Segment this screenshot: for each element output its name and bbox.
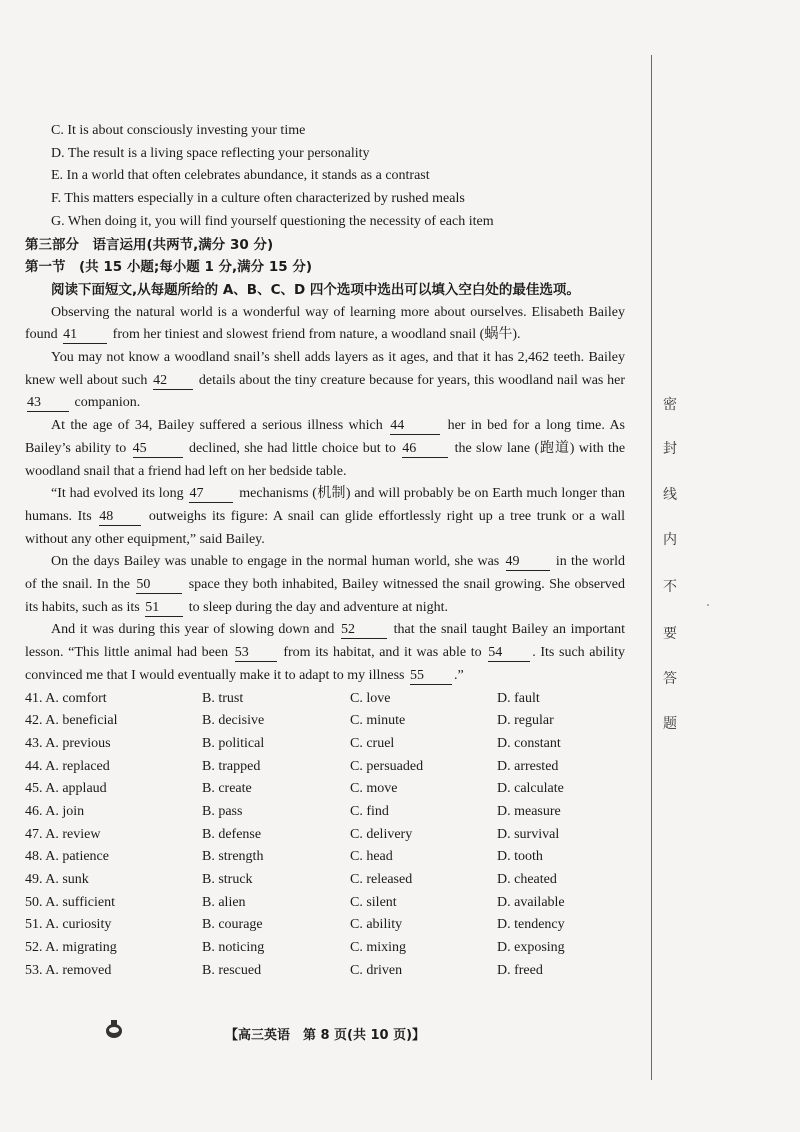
- choice-c: C. ability: [350, 917, 403, 933]
- choice-c: C. driven: [350, 962, 403, 978]
- option-f: F. This matters especially in a culture often characterized by rushed meals: [51, 191, 465, 207]
- choice-a: 52. A. migrating: [25, 940, 117, 956]
- option-g: G. When doing it, you will find yourself questioning the necessity of each item: [51, 213, 494, 229]
- blank-50: 50: [136, 576, 182, 594]
- choice-c: C. mixing: [350, 940, 407, 956]
- choice-c: C. cruel: [350, 735, 395, 751]
- page-footer: 【高三英语 第 8 页(共 10 页)】: [224, 1028, 426, 1043]
- passage-text: to sleep during the day and adventure at night.: [188, 599, 449, 615]
- choice-b: B. strength: [202, 849, 264, 865]
- passage-text: mechanisms (机制) and will probably be on Earth much longer than humans. Its: [25, 486, 626, 524]
- choice-c: C. minute: [350, 713, 406, 729]
- choice-a: 51. A. curiosity: [25, 917, 112, 933]
- seal-char: 不: [663, 579, 677, 595]
- choice-d: D. survival: [497, 826, 560, 842]
- seal-char: 要: [663, 626, 677, 642]
- passage-paragraph-3: [25, 415, 625, 483]
- choice-c: C. silent: [350, 894, 397, 910]
- passage-text: Observing the natural world is a wonderful way of learning more about ourselves. Elisabeth Bailey found: [25, 304, 625, 343]
- passage-text: that the snail taught Bailey an important lesson. “This little animal had been: [25, 622, 626, 661]
- blank-43: 43: [27, 394, 69, 412]
- choice-d: D. tendency: [497, 917, 565, 933]
- passage-text: the slow lane (跑道) with the woodland snail that a friend had left on her bedside table.: [25, 440, 626, 479]
- passage-text: from its habitat, and it was able to: [283, 645, 482, 661]
- choice-d: D. freed: [497, 962, 543, 978]
- section1-title: 第一节 (共 15 小题;每小题 1 分,满分 15 分): [25, 259, 313, 276]
- passage-text: outweighs its figure: A snail can glide effortlessly right up a tree trunk or a wall without any other equipment,” said Bailey.: [25, 508, 626, 547]
- choice-c: C. move: [350, 781, 398, 797]
- passage-text: companion.: [74, 395, 141, 411]
- choice-b: B. trust: [202, 690, 244, 706]
- seal-char: 密: [663, 397, 677, 413]
- scan-speck: [707, 604, 709, 606]
- choice-d: D. cheated: [497, 872, 557, 888]
- blank-48: 48: [99, 508, 141, 526]
- question-row: [25, 688, 625, 711]
- page-content: [25, 120, 625, 983]
- passage-text: At the age of 34, Bailey suffered a serious illness which: [51, 418, 383, 434]
- choice-c: C. love: [350, 690, 391, 706]
- passage-text: You may not know a woodland snail’s shell adds layers as it ages, and that it has 2,462 teeth. Bailey knew well about such: [25, 350, 625, 388]
- blank-46: 46: [402, 440, 448, 458]
- question-row: [25, 824, 625, 847]
- blank-47: 47: [189, 485, 233, 503]
- question-row: [25, 960, 625, 983]
- choice-a: 45. A. applaud: [25, 781, 107, 797]
- passage-text: space they both inhabited, Bailey witnessed the snail growing. She observed its habits, such as its: [25, 577, 626, 615]
- choice-b: B. pass: [202, 804, 243, 820]
- choice-c: C. find: [350, 804, 389, 820]
- choice-b: B. defense: [202, 826, 262, 842]
- passage-text: her in bed for a long time. As Bailey’s ability to: [25, 418, 626, 456]
- blank-49: 49: [506, 553, 550, 571]
- choice-b: B. rescued: [202, 962, 262, 978]
- blank-55: 55: [410, 667, 452, 685]
- choice-a: 48. A. patience: [25, 849, 109, 865]
- choice-c: C. head: [350, 849, 393, 865]
- choice-a: 49. A. sunk: [25, 872, 89, 888]
- passage-paragraph-1: [25, 302, 625, 347]
- seal-char: 内: [663, 532, 677, 548]
- choice-d: D. constant: [497, 735, 561, 751]
- blank-45: 45: [133, 440, 183, 458]
- choice-b: B. struck: [202, 872, 253, 888]
- question-row: [25, 914, 625, 937]
- choice-d: D. measure: [497, 804, 561, 820]
- blank-53: 53: [235, 644, 277, 662]
- option-e: E. In a world that often celebrates abundance, it stands as a contrast: [51, 168, 430, 184]
- question-row: [25, 710, 625, 733]
- question-row: [25, 869, 625, 892]
- choice-b: B. noticing: [202, 940, 265, 956]
- passage-paragraph-4: [25, 483, 625, 551]
- choice-d: D. calculate: [497, 781, 564, 797]
- flask-logo-icon: [103, 1018, 125, 1040]
- passage-text: from her tiniest and slowest friend from nature, a woodland snail (蜗牛).: [112, 327, 521, 343]
- question-row: [25, 778, 625, 801]
- passage-text: details about the tiny creature because for years, this woodland nail was her: [198, 372, 625, 388]
- choice-a: 41. A. comfort: [25, 690, 107, 706]
- blank-41: 41: [63, 326, 107, 344]
- option-c: C. It is about consciously investing your time: [51, 123, 306, 138]
- choice-d: D. fault: [497, 690, 540, 706]
- question-row: [25, 846, 625, 869]
- seal-char: 封: [663, 441, 677, 457]
- instruction: 阅读下面短文,从每题所给的 A、B、C、D 四个选项中选出可以填入空白处的最佳选项。: [51, 281, 580, 298]
- question-row: [25, 801, 625, 824]
- passage-paragraph-2: [25, 347, 625, 415]
- choice-d: D. arrested: [497, 758, 559, 774]
- question-row: [25, 937, 625, 960]
- part3-title: 第三部分 语言运用(共两节,满分 30 分): [25, 236, 274, 253]
- choice-b: B. courage: [202, 917, 263, 933]
- blank-42: 42: [153, 372, 193, 390]
- choice-d: D. available: [497, 894, 565, 910]
- choice-a: 50. A. sufficient: [25, 894, 115, 910]
- passage-text: declined, she had little choice but to: [188, 440, 396, 456]
- choice-c: C. delivery: [350, 826, 413, 842]
- choice-a: 47. A. review: [25, 826, 101, 842]
- passage-text: .”: [453, 667, 464, 683]
- choice-c: C. persuaded: [350, 758, 424, 774]
- choice-c: C. released: [350, 872, 413, 888]
- passage-text: in the world of the snail. In the: [25, 554, 626, 593]
- option-d: D. The result is a living space reflecting your personality: [51, 145, 370, 161]
- choice-a: 44. A. replaced: [25, 758, 110, 774]
- passage-text: And it was during this year of slowing down and: [51, 622, 335, 638]
- passage-paragraph-5: [25, 551, 625, 619]
- choice-a: 46. A. join: [25, 804, 85, 820]
- choice-d: D. regular: [497, 713, 554, 729]
- choice-a: 53. A. removed: [25, 962, 112, 978]
- binding-line: [651, 55, 652, 1080]
- blank-51: 51: [145, 599, 183, 617]
- choice-d: D. exposing: [497, 940, 565, 956]
- blank-54: 54: [488, 644, 530, 662]
- question-list: [25, 688, 625, 983]
- seal-char: 题: [663, 716, 677, 732]
- passage-paragraph-6: [25, 619, 625, 687]
- question-row: [25, 756, 625, 779]
- choice-b: B. trapped: [202, 758, 261, 774]
- blank-44: 44: [390, 417, 440, 435]
- passage-text: . Its such ability convinced me that I would eventually make it to adapt to my illness: [25, 645, 626, 683]
- passage-text: “It had evolved its long: [51, 486, 184, 502]
- choice-b: B. decisive: [202, 713, 265, 729]
- options-top: [25, 120, 625, 234]
- question-row: [25, 733, 625, 756]
- choice-b: B. political: [202, 735, 265, 751]
- question-row: [25, 892, 625, 915]
- passage-text: On the days Bailey was unable to engage in the normal human world, she was: [51, 554, 500, 570]
- choice-b: B. create: [202, 781, 252, 797]
- choice-a: 43. A. previous: [25, 735, 111, 751]
- choice-a: 42. A. beneficial: [25, 713, 118, 729]
- seal-char: 线: [663, 487, 677, 503]
- choice-d: D. tooth: [497, 849, 543, 865]
- seal-char: 答: [663, 671, 677, 687]
- choice-b: B. alien: [202, 894, 246, 910]
- blank-52: 52: [341, 621, 387, 639]
